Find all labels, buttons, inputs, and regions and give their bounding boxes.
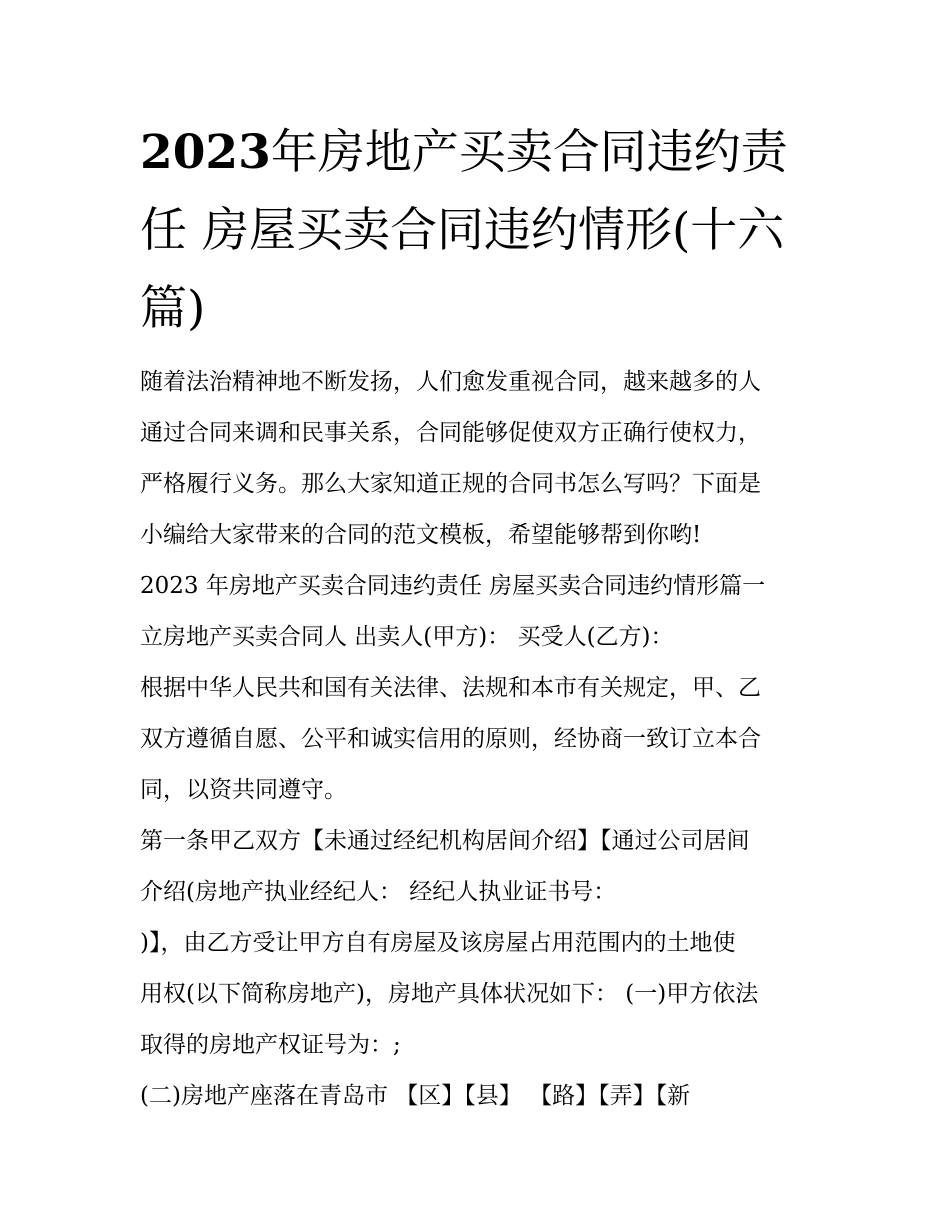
body-line: 第一条甲乙双方【未通过经纪机构居间介绍】【通过公司居间 [140, 828, 750, 854]
title-year: 2023 [140, 125, 271, 180]
document-title [140, 114, 820, 348]
body-line: 根据中华人民共和国有关法律、法规和本市有关规定，甲、乙 [140, 675, 761, 701]
body-line: 同，以资共同遵守。 [140, 777, 347, 803]
body-line: )】，由乙方受让甲方自有房屋及该房屋占用范围内的土地使 [140, 930, 736, 956]
body-line: 通过合同来调和民事关系，合同能够促使双方正确行使权力， [140, 420, 761, 446]
body-line: 严格履行义务。那么大家知道正规的合同书怎么写吗？下面是 [140, 471, 761, 497]
body-line: 双方遵循自愿、公平和诚实信用的原则，经协商一致订立本合 [140, 726, 761, 752]
body-line: 小编给大家带来的合同的范文模板，希望能够帮到你哟! [140, 522, 702, 548]
title-text: 年房地产买卖合同违约责任 房屋买卖合同违约情形(十六篇) [140, 125, 788, 336]
section-heading: 2023 年房地产买卖合同违约责任 房屋买卖合同违约情形篇一 [140, 573, 766, 599]
body-line: 介绍(房地产执业经纪人： 经纪人执业证书号： [140, 879, 617, 905]
body-line: (二)房地产座落在青岛市 【区】【县】 【路】【弄】【新 [140, 1083, 691, 1109]
body-line: 用权(以下简称房地产)，房地产具体状况如下： (一)甲方依法 [140, 981, 759, 1007]
body-line: 随着法治精神地不断发扬，人们愈发重视合同，越来越多的人 [140, 369, 761, 395]
body-line: 取得的房地产权证号为：; [140, 1032, 401, 1058]
body-line: 立房地产买卖合同人 出卖人(甲方)： 买受人(乙方)： [140, 624, 674, 650]
document-body [140, 357, 820, 1122]
